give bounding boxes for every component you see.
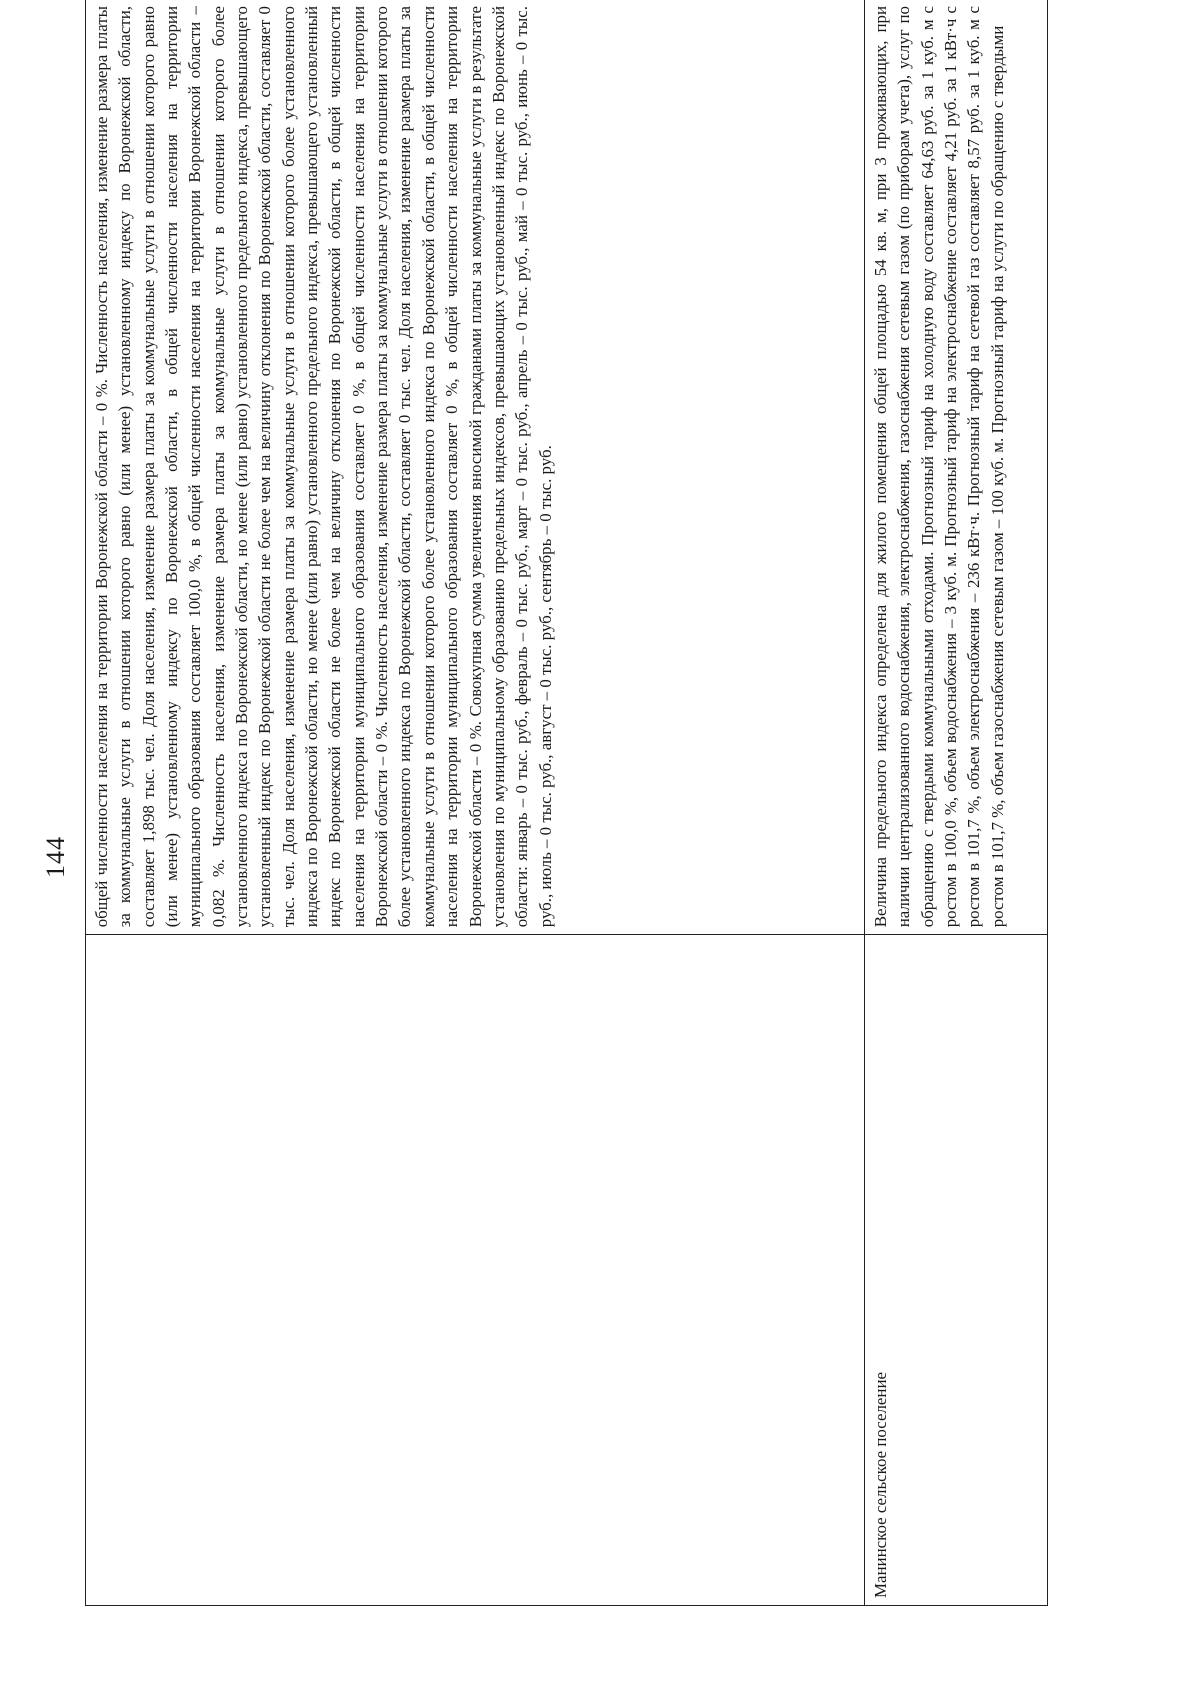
description-cell: общей численности населения на территории Воронежской области – 0 %. Численность населения, изменение размера платы за коммунальные услуги в отношении которого равно (или менее) установленному индексу по Воронежской области, составляет 1,898 тыс. чел. Доля населения, изменение размера платы за коммунальные услуги в отношении которого равно (или менее) установленному индексу по Воронежской области, в общей численности населения на территории муниципального образования составляет 100,0 %, в общей численности населения на территории Воронежской области – 0,082 %. Численность населения, изменение размера платы за коммунальные услуги в отношении которого более установленного индекса по Воронежской области, но менее (или равно) установленного предельного индекса, превышающего установленный индекс по Воронежской области не более чем на величину отклонения по Воронежской области, составляет 0 тыс. чел. Доля населения, изменение размера платы за коммунальные услуги в отношении которого более установленного индекса по Воронежской области, но менее (или равно) установленного предельного индекса, превышающего установленный индекс по Воронежской области не более чем на величину отклонения по Воронежской области, в общей численности населения на территории муниципального образования составляет 0 %, в общей численности населения на территории Воронежской области – 0 %. Численность населения, изменение размера платы за коммунальные услуги в отношении которого более установленного индекса по Воронежской области, составляет 0 тыс. чел. Доля населения, изменение размера платы за коммунальные услуги в отношении которого более установленного индекса по Воронежской области, в общей численности населения на территории муниципального образования составляет 0 %, в общей численности населения на территории Воронежской области – 0 %. Совокупная сумма увеличения вносимой гражданами платы за коммунальные услуги в результате установления по муниципальному образованию предельных индексов, превышающих установленный индекс по Воронежской области: январь – 0 тыс. руб., февраль – 0 тыс. руб., март – 0 тыс. руб., апрель – 0 тыс. руб., май – 0 тыс. руб., июнь – 0 тыс. руб., июль – 0 тыс. руб., август – 0 тыс. руб., сентябрь – 0 тыс. руб. [86, 0, 865, 935]
table-row [865, 0, 1048, 1606]
table-row [86, 0, 865, 1606]
tariff-index-table [85, 0, 1048, 1606]
page-number: 144 [41, 836, 70, 878]
description-cell: Величина предельного индекса определена для жилого помещения общей площадью 54 кв. м, при 3 проживающих, при наличии централизованного водоснабжения, электроснабжения, газоснабжения сетевым газом (по приборам учета), услуг по обращению с твердыми коммунальными отходами. Прогнозный тариф на холодную воду составляет 64,63 руб. за 1 куб. м с ростом в 100,0 %, объем водоснабжения – 3 куб. м. Прогнозный тариф на электроснабжение составляет 4,21 руб. за 1 кВт·ч с ростом в 101,7 %, объем электроснабжения – 236 кВт·ч. Прогнозный тариф на сетевой газ составляет 8,57 руб. за 1 куб. м с ростом в 101,7 %, объем газоснабжения сетевым газом – 100 куб. м. Прогнозный тариф на услуги по обращению с твердыми [865, 0, 1048, 935]
municipality-cell: Манинское сельское поселение [865, 935, 1048, 1606]
municipality-cell [86, 935, 865, 1606]
